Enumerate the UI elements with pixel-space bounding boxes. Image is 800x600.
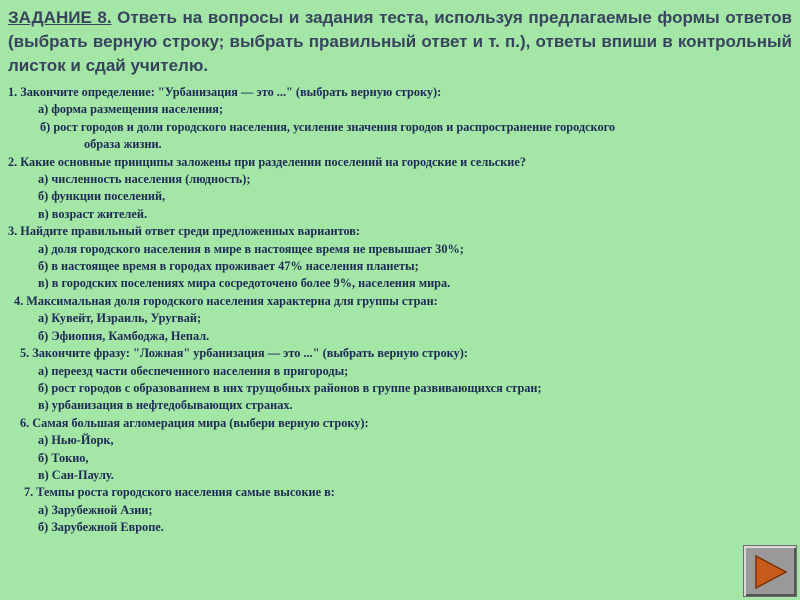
question-7: 7. Темпы роста городского населения самые высокие в: [24, 485, 335, 500]
question-2-option-b: б) функции поселений, [38, 189, 166, 204]
question-7-option-b: б) Зарубежной Европе. [38, 520, 164, 535]
question-3-option-c: в) в городских поселениях мира сосредоточено более 9%, населения мира. [38, 276, 451, 291]
question-1-option-b [8, 119, 792, 154]
question-6: 6. Самая большая агломерация мира (выбери верную строку): [20, 415, 369, 430]
question-5-option-c: в) урбанизация в нефтедобывающих странах. [38, 398, 293, 413]
task-title: ЗАДАНИЕ 8. [8, 8, 112, 27]
question-6-option-a: а) Нью-Йорк, [38, 433, 114, 448]
question-4-option-a: а) Кувейт, Израиль, Уругвай; [38, 311, 202, 326]
question-2: 2. Какие основные принципы заложены при разделении поселений на городские и сельские? [8, 154, 526, 169]
task-instructions: Ответь на вопросы и задания теста, используя предлагаемые формы ответов (выбрать верную строку; выбрать правильный ответ и т. п.), ответы впиши в контрольный листок и сдай учителю. [8, 8, 792, 75]
question-3-option-a: а) доля городского населения в мире в настоящее время не превышает 30%; [38, 241, 464, 256]
question-5-option-a: а) переезд части обеспеченного населения в пригороды; [38, 363, 349, 378]
question-7-option-a: а) Зарубежной Азии; [38, 502, 153, 517]
play-triangle-icon [754, 554, 788, 590]
question-1: 1. Закончите определение: "Урбанизация — это ..." (выбрать верную строку): [8, 85, 442, 99]
task-header [8, 6, 792, 78]
question-2-option-c: в) возраст жителей. [38, 206, 148, 221]
question-4: 4. Максимальная доля городского населения характерна для группы стран: [14, 293, 438, 308]
option-text-continued: образа жизни. [84, 137, 162, 152]
question-2-option-a: а) численность населения (людность); [38, 172, 251, 187]
question-3-option-b: б) в настоящее время в городах проживает 47% населения планеты; [38, 259, 419, 274]
question-3: 3. Найдите правильный ответ среди предложенных вариантов: [8, 224, 361, 239]
question-1-option-a: а) форма размещения населения; [38, 102, 224, 117]
next-slide-button[interactable] [743, 545, 797, 597]
question-6-option-c: в) Сан-Паулу. [38, 467, 114, 482]
option-text: б) рост городов и доли городского населения, усиление значения городов и распространение городского [40, 119, 616, 134]
question-4-option-b: б) Эфиопия, Камбоджа, Непал. [38, 328, 210, 343]
question-5: 5. Закончите фразу: "Ложная" урбанизация — это ..." (выбрать верную строку): [20, 346, 468, 361]
question-5-option-b: б) рост городов с образованием в них трущобных районов в группе развивающихся стран; [38, 380, 542, 395]
questions-list [8, 84, 792, 537]
question-6-option-b: б) Токио, [38, 450, 89, 465]
